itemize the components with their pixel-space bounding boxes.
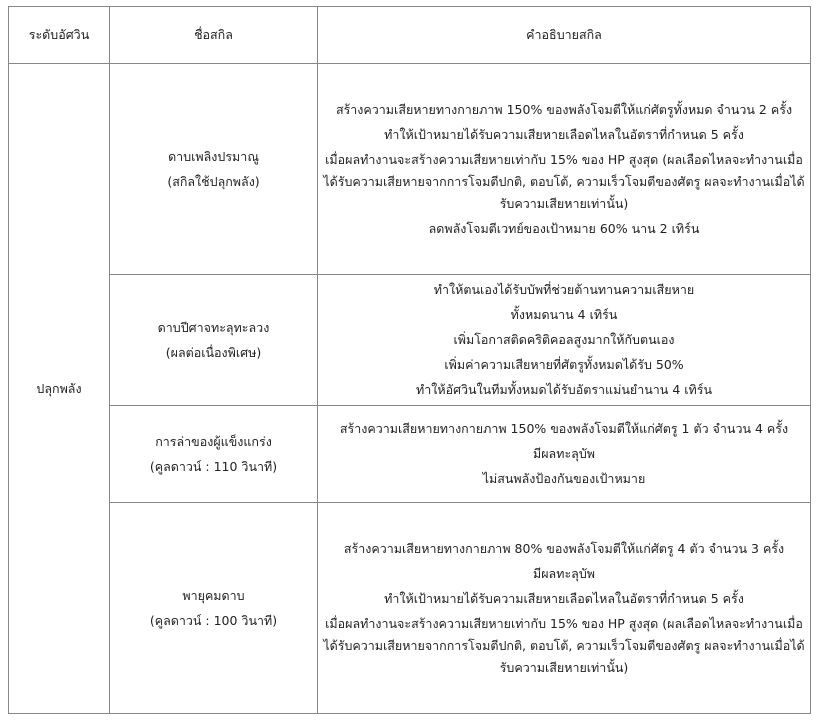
table-row bbox=[9, 275, 811, 406]
skill-name-cell bbox=[110, 503, 318, 714]
desc-line: เพิ่มโอกาสติดคริติคอลสูงมากให้กับตนเอง bbox=[453, 332, 675, 347]
header-level: ระดับอัศวิน bbox=[9, 7, 110, 64]
header-row bbox=[9, 7, 811, 64]
desc-line: ทำให้อัศวินในทีมทั้งหมดได้รับอัตราแม่นยำนาน 4 เทิร์น bbox=[415, 382, 713, 397]
skill-name: ดาบปีศาจทะลุทะลวง bbox=[157, 320, 270, 335]
skill-subtitle: (คูลดาวน์ : 110 วินาที) bbox=[149, 459, 278, 474]
desc-line: สร้างความเสียหายทางกายภาพ 80% ของพลังโจมตีให้แก่ศัตรู 4 ตัว จำนวน 3 ครั้ง bbox=[343, 540, 785, 556]
level-cell: ปลุกพลัง bbox=[9, 64, 110, 714]
skill-desc-cell bbox=[318, 406, 811, 503]
skill-name: ดาบเพลิงปรมาณู bbox=[168, 149, 259, 164]
skill-name-cell bbox=[110, 406, 318, 503]
skill-subtitle: (คูลดาวน์ : 100 วินาที) bbox=[149, 613, 278, 628]
table-row bbox=[9, 406, 811, 503]
skill-name-cell bbox=[110, 275, 318, 406]
desc-line: เมื่อผลทำงานจะสร้างความเสียหายเท่ากับ 15% ของ HP สูงสุด (ผลเลือดไหลจะทำงานเมื่อได้รับความเสียหายจากการโจมตีปกติ, ตอบโต้, ความเร็วโจมตีของศัตรู ผลจะทำงานเมื่อได้รับความเสียหายเท่านั้น) bbox=[323, 615, 805, 675]
skill-name-cell bbox=[110, 64, 318, 275]
skill-name: การล่าของผู้แข็งแกร่ง bbox=[155, 434, 272, 449]
desc-line: มีผลทะลุบัพ bbox=[532, 446, 595, 461]
table-row bbox=[9, 503, 811, 714]
desc-line: สร้างความเสียหายทางกายภาพ 150% ของพลังโจมตีให้แก่ศัตรูทั้งหมด จำนวน 2 ครั้ง bbox=[335, 101, 793, 117]
desc-line: มีผลทะลุบัพ bbox=[532, 565, 595, 581]
skill-desc-cell bbox=[318, 275, 811, 406]
desc-line: ทั้งหมดนาน 4 เทิร์น bbox=[510, 307, 618, 322]
skill-subtitle: (ผลต่อเนื่องพิเศษ) bbox=[165, 345, 262, 360]
desc-line: ไม่สนพลังป้องกันของเป้าหมาย bbox=[482, 471, 646, 486]
desc-line: ลดพลังโจมตีเวทย์ของเป้าหมาย 60% นาน 2 เทิร์น bbox=[428, 220, 700, 236]
table-row bbox=[9, 64, 811, 275]
skill-desc-cell bbox=[318, 64, 811, 275]
header-skill-desc: คำอธิบายสกิล bbox=[318, 7, 811, 64]
desc-line: ทำให้เป้าหมายได้รับความเสียหายเลือดไหลในอัตราที่กำหนด 5 ครั้ง bbox=[384, 590, 744, 606]
header-skill-name: ชื่อสกิล bbox=[110, 7, 318, 64]
desc-line: เมื่อผลทำงานจะสร้างความเสียหายเท่ากับ 15% ของ HP สูงสุด (ผลเลือดไหลจะทำงานเมื่อได้รับความเสียหายจากการโจมตีปกติ, ตอบโต้, ความเร็วโจมตีของศัตรู ผลจะทำงานเมื่อได้รับความเสียหายเท่านั้น) bbox=[323, 151, 805, 211]
skill-subtitle: (สกิลใช้ปลุกพลัง) bbox=[167, 174, 260, 189]
skill-desc-cell bbox=[318, 503, 811, 714]
skill-table bbox=[8, 6, 811, 714]
desc-line: ทำให้ตนเองได้รับบัพที่ช่วยต้านทานความเสียหาย bbox=[433, 282, 695, 297]
skill-name: พายุคมดาบ bbox=[182, 588, 245, 603]
desc-line: สร้างความเสียหายทางกายภาพ 150% ของพลังโจมตีให้แก่ศัตรู 1 ตัว จำนวน 4 ครั้ง bbox=[339, 421, 789, 436]
desc-line: ทำให้เป้าหมายได้รับความเสียหายเลือดไหลในอัตราที่กำหนด 5 ครั้ง bbox=[384, 126, 744, 142]
desc-line: เพิ่มค่าความเสียหายที่ศัตรูทั้งหมดได้รับ 50% bbox=[444, 357, 684, 372]
